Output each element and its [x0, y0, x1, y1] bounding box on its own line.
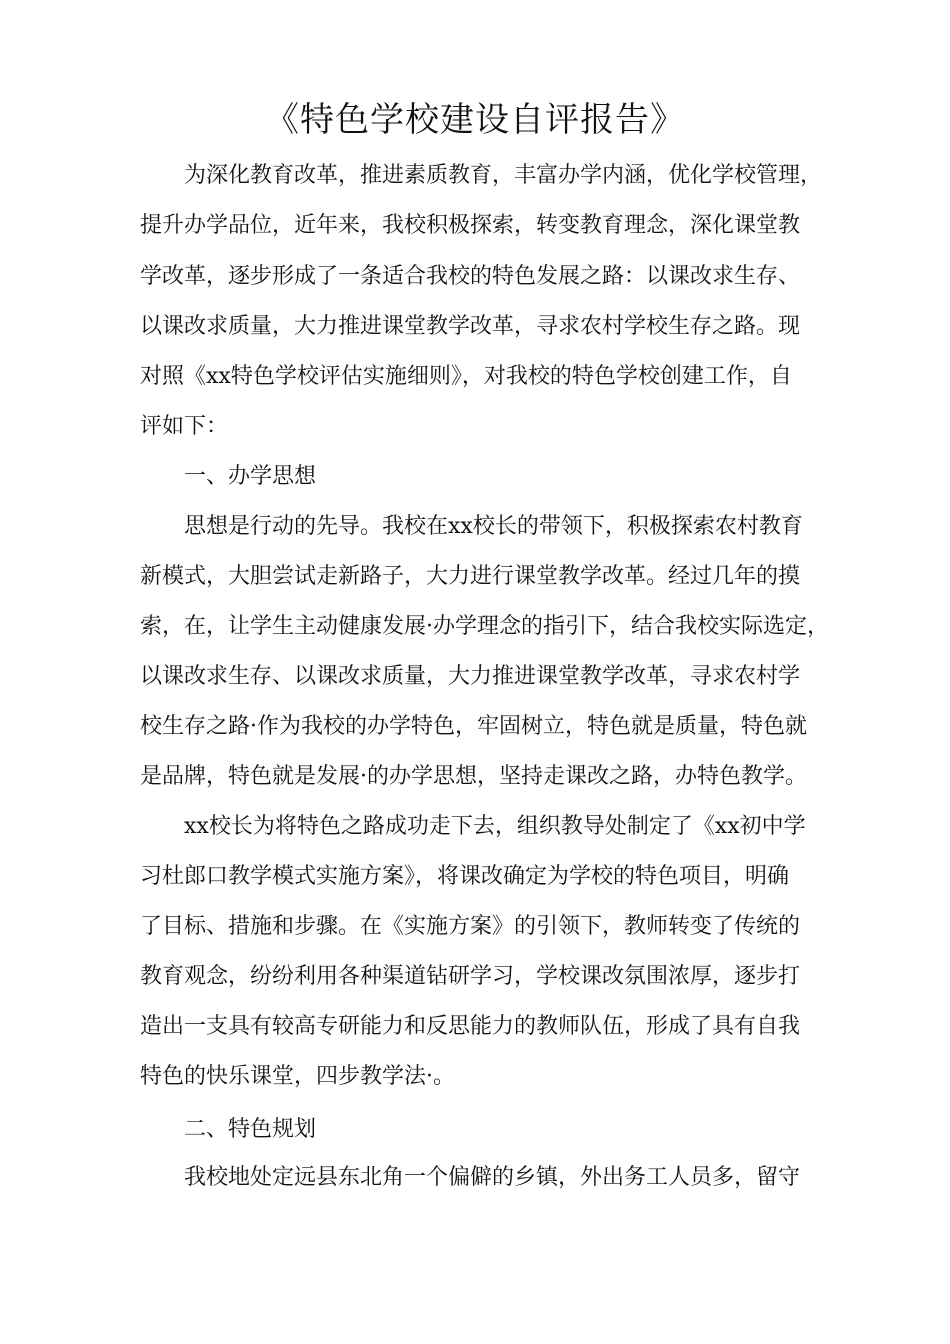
document-title: 《特色学校建设自评报告》: [265, 100, 685, 140]
text-line: xx校长为将特色之路成功走下去，组织教导处制定了《xx初中学: [184, 814, 806, 839]
text-line: 我校地处定远县东北角一个偏僻的乡镇，外出务工人员多，留守: [184, 1165, 801, 1190]
text-line: 校生存之路·作为我校的办学特色，牢固树立，特色就是质量，特色就: [140, 714, 807, 739]
section-heading: 二、特色规划: [184, 1117, 317, 1142]
text-line: 了目标、措施和步骤。在《实施方案》的引领下，教师转变了传统的: [140, 914, 801, 939]
text-line: 新模式，大胆尝试走新路子，大力进行课堂教学改革。经过几年的摸: [140, 564, 801, 589]
text-line: 是品牌，特色就是发展·的办学思想，坚持走课改之路，办特色教学。: [140, 764, 807, 789]
text-line: 以课改求生存、以课改求质量，大力推进课堂教学改革，寻求农村学: [140, 664, 801, 689]
text-line: 特色的快乐课堂，四步教学法·。: [140, 1064, 455, 1089]
text-line: 为深化教育改革，推进素质教育，丰富办学内涵，优化学校管理，: [184, 163, 823, 188]
section-heading: 一、办学思想: [184, 464, 317, 489]
text-line: 造出一支具有较高专研能力和反思能力的教师队伍，形成了具有自我: [140, 1014, 801, 1039]
text-line: 思想是行动的先导。我校在xx校长的带领下，积极探索农村教育: [184, 514, 803, 539]
text-line: 习杜郎口教学模式实施方案》，将课改确定为学校的特色项目，明确: [140, 864, 790, 889]
text-line: 学改革，逐步形成了一条适合我校的特色发展之路：以课改求生存、: [140, 264, 801, 289]
text-line: 评如下：: [140, 414, 229, 439]
text-line: 对照《xx特色学校评估实施细则》，对我校的特色学校创建工作，自: [140, 364, 792, 389]
text-line: 索，在，让学生主动健康发展·办学理念的指引下，结合我校实际选定，: [140, 614, 829, 639]
text-line: 教育观念，纷纷利用各种渠道钻研学习，学校课改氛围浓厚，逐步打: [140, 964, 801, 989]
text-line: 以课改求质量，大力推进课堂教学改革，寻求农村学校生存之路。现: [140, 314, 801, 339]
text-line: 提升办学品位，近年来，我校积极探索，转变教育理念，深化课堂教: [140, 213, 801, 238]
